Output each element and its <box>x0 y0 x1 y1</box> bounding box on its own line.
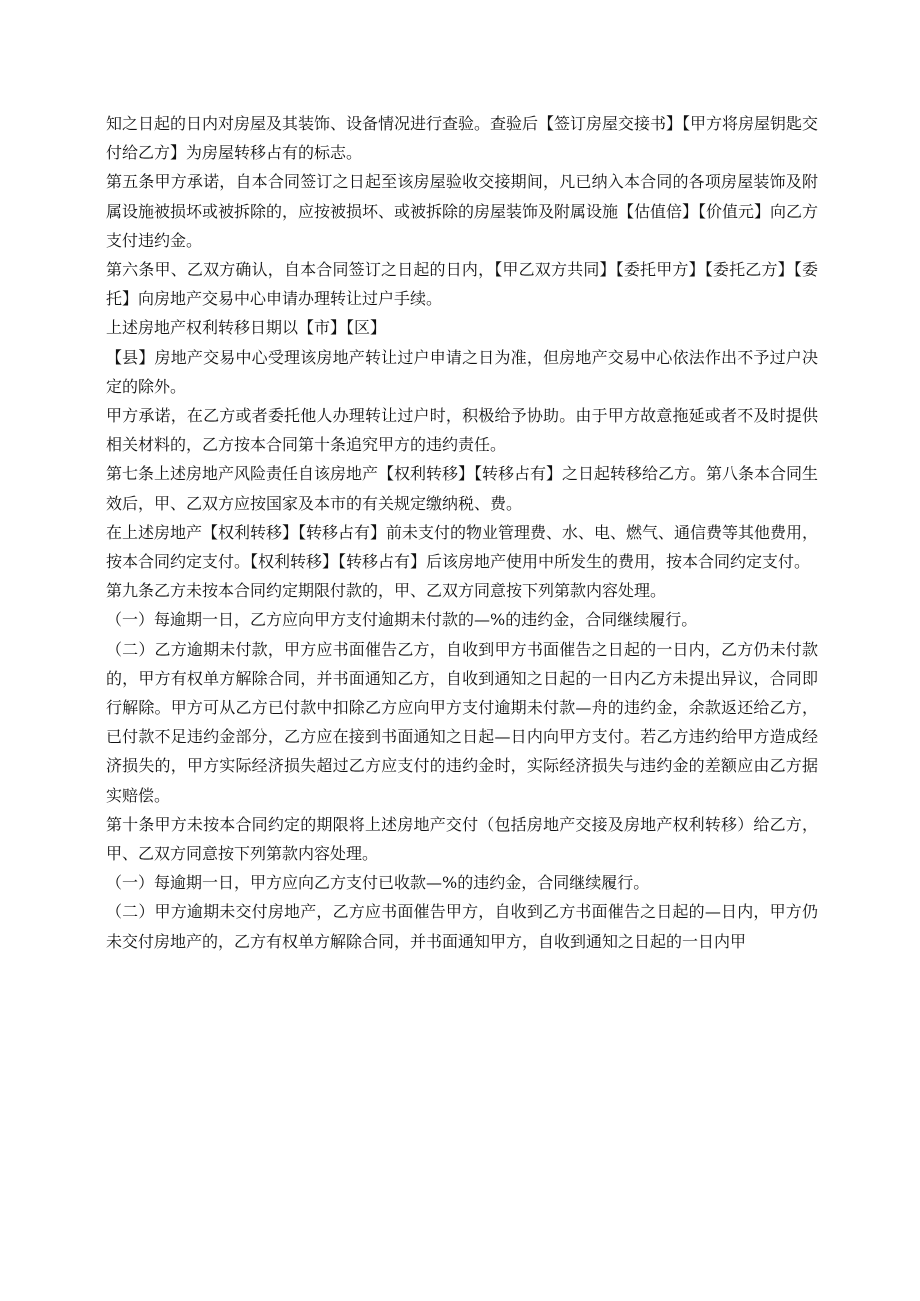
paragraph-county-registry: 【县】房地产交易中心受理该房地产转让过户申请之日为准，但房地产交易中心依法作出不予过户决定的除外。 <box>106 347 818 396</box>
paragraph-article-5: 第五条甲方承诺，自本合同签订之日起至该房屋验收交接期间，凡已纳入本合同的各项房屋装饰及附属设施被损坏或被拆除的，应按被损坏、或被拆除的房屋装饰及附属设施【估值倍】【价值元】向乙方支付违约金。 <box>106 172 819 250</box>
paragraph-article-9-item-1: （一）每逾期一日，乙方应向甲方支付逾期未付款的—%的违约金，合同继续履行。 <box>106 610 698 630</box>
paragraph-party-a-assistance: 甲方承诺，在乙方或者委托他人办理转让过户时，积极给予协助。由于甲方故意拖延或者不及时提供相关材料的，乙方按本合同第十条追究甲方的违约责任。 <box>106 406 818 455</box>
paragraph-fees: 在上述房地产【权利转移】【转移占有】前未支付的物业管理费、水、电、燃气、通信费等其他费用，按本合同约定支付。【权利转移】【转移占有】后该房地产使用中所发生的费用，按本合同约定支付。 <box>106 522 819 572</box>
paragraph-article-10-item-1: （一）每逾期一日，甲方应向乙方支付已收款—%的违约金，合同继续履行。 <box>106 873 650 893</box>
paragraph-article-9-item-2: （二）乙方逾期未付款，甲方应书面催告乙方，自收到甲方书面催告之日起的一日内，乙方仍未付款的，甲方有权单方解除合同，并书面通知乙方，自收到通知之日起的一日内乙方未提出异议，合同即行解除。甲方可从乙方已付款中扣除乙方应向甲方支付逾期未付款—舟的违约金，余款返还给乙方，已付款不足违约金部分，乙方应在接到书面通知之日起—日内向甲方支付。若乙方违约给甲方造成经济损失的，甲方实际经济损失超过乙方应支付的违约金时，实际经济损失与违约金的差额应由乙方据实赔偿。 <box>106 639 818 805</box>
paragraph-article-9: 第九条乙方未按本合同约定期限付款的，甲、乙双方同意按下列第款内容处理。 <box>106 581 667 601</box>
paragraph-article-10: 第十条甲方未按本合同约定的期限将上述房地产交付（包括房地产交接及房地产权利转移）给乙方，甲、乙双方同意按下列第款内容处理。 <box>106 814 818 864</box>
paragraph-transfer-date: 上述房地产权利转移日期以【市】【区】 <box>106 318 387 338</box>
paragraph-article-6: 第六条甲、乙双方确认，自本合同签订之日起的日内，【甲乙双方共同】【委托甲方】【委托乙方】【委托】向房地产交易中心申请办理转让过户手续。 <box>106 260 818 309</box>
paragraph-article-7-8: 第七条上述房地产风险责任自该房地产【权利转移】【转移占有】之日起转移给乙方。第八条本合同生效后，甲、乙双方应按国家及本市的有关规定缴纳税、费。 <box>106 464 819 513</box>
paragraph-article-10-item-2: （二）甲方逾期未交付房地产，乙方应书面催告甲方，自收到乙方书面催告之日起的—日内，甲方仍未交付房地产的，乙方有权单方解除合同，并书面通知甲方，自收到通知之日起的一日内甲 <box>106 902 818 951</box>
paragraph-handover-inspection: 知之日起的日内对房屋及其装饰、设备情况进行查验。查验后【签订房屋交接书】【甲方将房屋钥匙交付给乙方】为房屋转移占有的标志。 <box>106 114 819 163</box>
contract-text-body <box>106 109 818 956</box>
